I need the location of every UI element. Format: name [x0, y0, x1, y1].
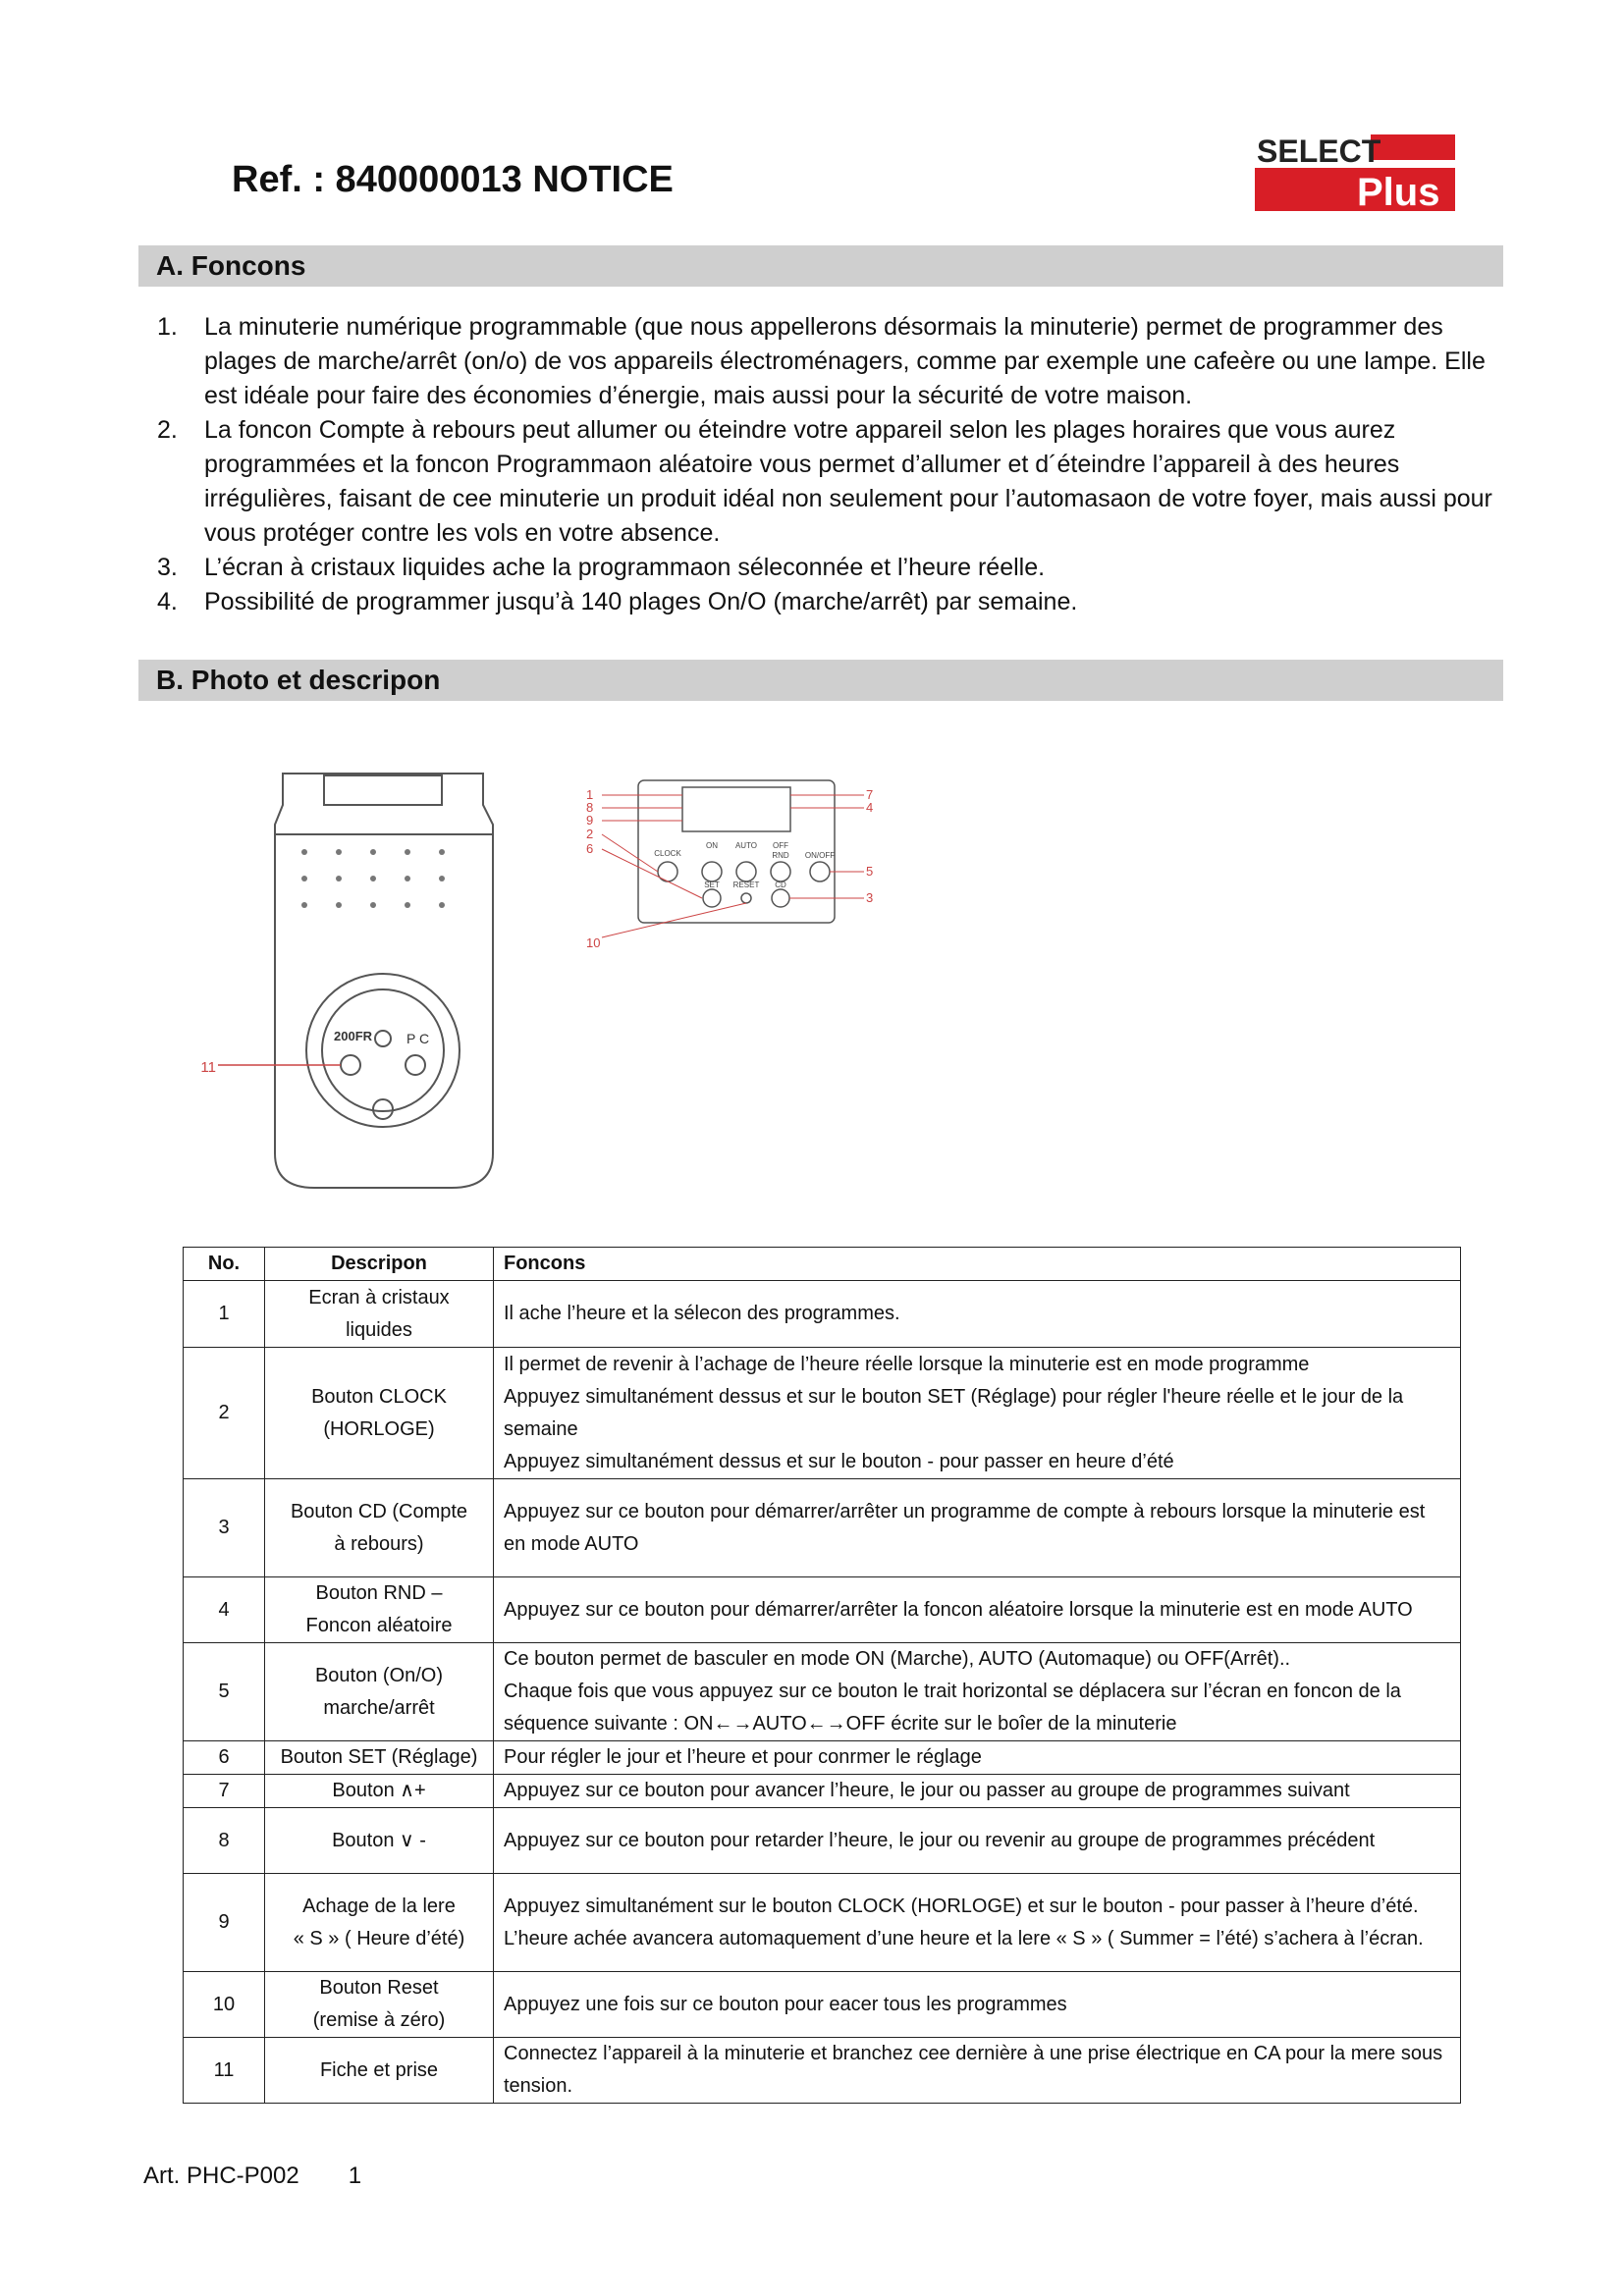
device-lcd	[324, 775, 442, 805]
logo-text-select: SELECT	[1257, 133, 1381, 169]
cell-description	[265, 1874, 494, 1972]
description-line: (HORLOGE)	[323, 1417, 435, 1440]
list-item-text: La foncon Compte à rebours peut allumer ou éteindre votre appareil selon les plages horaires que vous aurez programmées et la foncon Programmaon aléatoire vous permet d’allumer et d´éteindre l’appareil à des heures irrégulières, faisant de cee minuterie un produit idéal non seulement pour l’automasaon de votre foyer, mais aussi pour vous protéger contre les vols en votre absence.	[204, 416, 1492, 547]
function-line: Appuyez sur ce bouton pour démarrer/arrêter un programme de compte à rebours lorsque la minuterie est en mode AUTO	[504, 1500, 1426, 1555]
cell-function	[494, 1874, 1461, 1972]
socket-hole-left	[341, 1055, 360, 1075]
table-row	[184, 2038, 1461, 2104]
description-line: Achage de la lere	[302, 1895, 456, 1917]
list-item-text: L’écran à cristaux liquides ache la programmaon séleconnée et l’heure réelle.	[204, 554, 1046, 581]
device-body-outline	[275, 774, 493, 1188]
cell-function	[494, 1741, 1461, 1775]
cell-no: 8	[184, 1808, 265, 1874]
cell-description	[265, 1281, 494, 1348]
description-line: Bouton (On/O)	[314, 1664, 444, 1686]
cell-no: 10	[184, 1972, 265, 2038]
cell-function	[494, 1281, 1461, 1348]
table-header-row	[184, 1248, 1461, 1281]
list-item	[157, 413, 1502, 551]
function-line: Pour régler le jour et l’heure et pour conrmer le réglage	[504, 1746, 982, 1768]
callout-2: 2	[586, 827, 594, 841]
brand-logo	[1255, 133, 1457, 213]
list-item-text: Possibilité de programmer jusqu’à 140 plages On/O (marche/arrêt) par semaine.	[204, 588, 1078, 615]
description-line: Bouton Reset	[319, 1977, 439, 1999]
cd-button-shape	[772, 889, 789, 907]
pc-label: P C	[406, 1031, 430, 1046]
function-line: Appuyez sur ce bouton pour avancer l’heure, le jour ou passer au groupe de programmes suivant	[504, 1780, 1350, 1801]
function-line: Appuyez sur ce bouton pour démarrer/arrêter la foncon aléatoire lorsque la minuterie est en mode AUTO	[504, 1598, 1413, 1621]
table-row	[184, 1741, 1461, 1775]
panel-label-off: OFF	[773, 841, 788, 850]
function-line: Connectez l’appareil à la minuterie et branchez cee dernière à une prise électrique en CA pour la mere sous tension.	[504, 2043, 1443, 2097]
footer-article: Art. PHC-P002	[143, 2163, 299, 2189]
column-header-description: Descripon	[265, 1248, 494, 1281]
description-line: Bouton CD (Compte	[290, 1500, 468, 1522]
cell-no: 9	[184, 1874, 265, 1972]
callout-3: 3	[866, 890, 874, 905]
description-line: marche/arrêt	[323, 1696, 435, 1719]
panel-label-set: SET	[704, 881, 720, 889]
callout-8: 8	[586, 800, 594, 815]
socket-hole-right	[406, 1055, 425, 1075]
description-line: « S » ( Heure d’été)	[293, 1927, 465, 1949]
cell-function	[494, 1808, 1461, 1874]
cell-no: 11	[184, 2038, 265, 2104]
table-row	[184, 1348, 1461, 1479]
column-header-no: No.	[184, 1248, 265, 1281]
list-item-number: 1.	[157, 313, 178, 341]
function-line: Il ache l’heure et la sélecon des programmes.	[504, 1303, 900, 1324]
function-line: Chaque fois que vous appuyez sur ce bouton le trait horizontal se déplacera sur l’écran en foncon de la séquence suivante : ON←→AUTO←→OFF écrite sur le boîer de la minuterie	[504, 1681, 1401, 1735]
footer-page-number: 1	[348, 2163, 362, 2189]
footer	[143, 2163, 361, 2190]
cell-function	[494, 1643, 1461, 1741]
callout-10: 10	[586, 935, 601, 950]
callout-6: 6	[586, 841, 594, 856]
auto-button-shape	[736, 862, 756, 881]
logo-red-block-top	[1371, 134, 1455, 160]
description-line: Ecran à cristaux	[308, 1286, 450, 1308]
features-list	[157, 310, 1502, 619]
panel-label-auto: AUTO	[734, 841, 758, 850]
cell-no: 2	[184, 1348, 265, 1479]
rnd-button-shape	[771, 862, 790, 881]
table-row	[184, 1643, 1461, 1741]
description-line: Foncon aléatoire	[305, 1615, 453, 1636]
section-b-heading: B. Photo et descripon	[138, 660, 1503, 701]
function-line: Il permet de revenir à l’achage de l’heure réelle lorsque la minuterie est en mode programme	[504, 1353, 1310, 1375]
on-button-shape	[702, 862, 722, 881]
description-line: Bouton SET (Réglage)	[280, 1746, 478, 1768]
cell-description	[265, 1775, 494, 1808]
cell-description	[265, 1972, 494, 2038]
column-header-functions: Foncons	[494, 1248, 1461, 1281]
panel-lcd	[682, 787, 790, 831]
cell-function	[494, 1775, 1461, 1808]
table-row	[184, 1808, 1461, 1874]
panel-label-clock: CLOCK	[654, 849, 681, 858]
cell-description	[265, 1479, 494, 1577]
panel-label-reset: RESET	[732, 881, 760, 889]
description-table	[183, 1247, 1461, 2104]
table-row	[184, 1281, 1461, 1348]
onoff-button-shape	[810, 862, 830, 881]
function-line: Appuyez sur ce bouton pour retarder l’heure, le jour ou revenir au groupe de programmes précédent	[504, 1829, 1376, 1851]
device-socket-inner	[322, 989, 444, 1111]
table-row	[184, 1479, 1461, 1577]
description-line: Bouton RND –	[315, 1582, 443, 1604]
socket-earth-pin	[375, 1031, 391, 1046]
cell-no: 3	[184, 1479, 265, 1577]
list-item-number: 4.	[157, 588, 178, 615]
description-line: liquides	[346, 1318, 412, 1341]
logo-text-plus: Plus	[1357, 171, 1440, 214]
function-line: Appuyez une fois sur ce bouton pour eacer tous les programmes	[504, 1993, 1067, 2015]
set-button-shape	[703, 889, 721, 907]
cell-description	[265, 1741, 494, 1775]
list-item	[157, 310, 1502, 413]
callout-11: 11	[200, 1059, 216, 1076]
function-line: Ce bouton permet de basculer en mode ON (Marche), AUTO (Automaque) ou OFF(Arrêt)..	[504, 1648, 1291, 1670]
function-line: Appuyez simultanément dessus et sur le bouton SET (Réglage) pour régler l'heure réelle et le jour de la semaine	[504, 1385, 1404, 1440]
panel-label-cd: CD	[775, 881, 786, 889]
cell-description	[265, 1643, 494, 1741]
control-panel-diagram	[584, 766, 879, 962]
cell-no: 6	[184, 1741, 265, 1775]
page-title: Ref. : 840000013 NOTICE	[232, 159, 674, 200]
description-line: Bouton ∨ -	[332, 1829, 426, 1851]
device-photo	[200, 766, 520, 1198]
cell-function	[494, 1479, 1461, 1577]
list-item-text: La minuterie numérique programmable (que nous appellerons désormais la minuterie) permet de programmer des plages de marche/arrêt (on/o) de vos appareils électroménagers, comme par exemple une cafeère ou une lampe. Elle est idéale pour faire des économies d’énergie, mais aussi pour la sécurité de votre maison.	[204, 313, 1486, 409]
list-item-number: 3.	[157, 554, 178, 581]
callout-7: 7	[866, 787, 874, 802]
cell-function	[494, 1348, 1461, 1479]
description-line: Bouton ∧+	[332, 1780, 426, 1801]
cell-description	[265, 1808, 494, 1874]
table-row	[184, 1775, 1461, 1808]
list-item-number: 2.	[157, 416, 178, 444]
callout-9: 9	[586, 813, 594, 828]
cell-description	[265, 2038, 494, 2104]
function-line: Appuyez simultanément dessus et sur le bouton - pour passer en heure d’été	[504, 1450, 1174, 1472]
table-row	[184, 1577, 1461, 1643]
cell-no: 7	[184, 1775, 265, 1808]
cell-function	[494, 2038, 1461, 2104]
list-item	[157, 551, 1502, 585]
panel-label-on: ON	[706, 841, 718, 850]
cell-description	[265, 1348, 494, 1479]
cell-description	[265, 1577, 494, 1643]
cell-function	[494, 1972, 1461, 2038]
description-line: Bouton CLOCK	[311, 1385, 447, 1408]
panel-label-onoff: ON/OFF	[804, 851, 836, 860]
table-row	[184, 1874, 1461, 1972]
description-line: (remise à zéro)	[312, 2009, 446, 2031]
reset-button-shape	[741, 893, 751, 903]
callout-5: 5	[866, 864, 874, 879]
cell-no: 1	[184, 1281, 265, 1348]
description-line: Fiche et prise	[319, 2058, 439, 2081]
panel-label-rnd: RND	[772, 851, 789, 860]
callout-4: 4	[866, 800, 874, 815]
table-row	[184, 1972, 1461, 2038]
function-line: Appuyez simultanément sur le bouton CLOCK (HORLOGE) et sur le bouton - pour passer à l’heure d’été. L’heure achée avancera automaquement d’une heure et la lere « S » ( Summer = l’été) s’achera à l’écran.	[504, 1895, 1424, 1949]
socket-label: 200FR	[334, 1029, 373, 1043]
section-a-heading: A. Foncons	[138, 245, 1503, 287]
clock-button-shape	[658, 862, 677, 881]
cell-function	[494, 1577, 1461, 1643]
device-socket-outer	[306, 974, 460, 1127]
cell-no: 5	[184, 1643, 265, 1741]
callout-1: 1	[586, 787, 594, 802]
socket-safety-symbol	[373, 1099, 393, 1119]
list-item	[157, 585, 1502, 619]
cell-no: 4	[184, 1577, 265, 1643]
description-line: à rebours)	[334, 1532, 424, 1555]
